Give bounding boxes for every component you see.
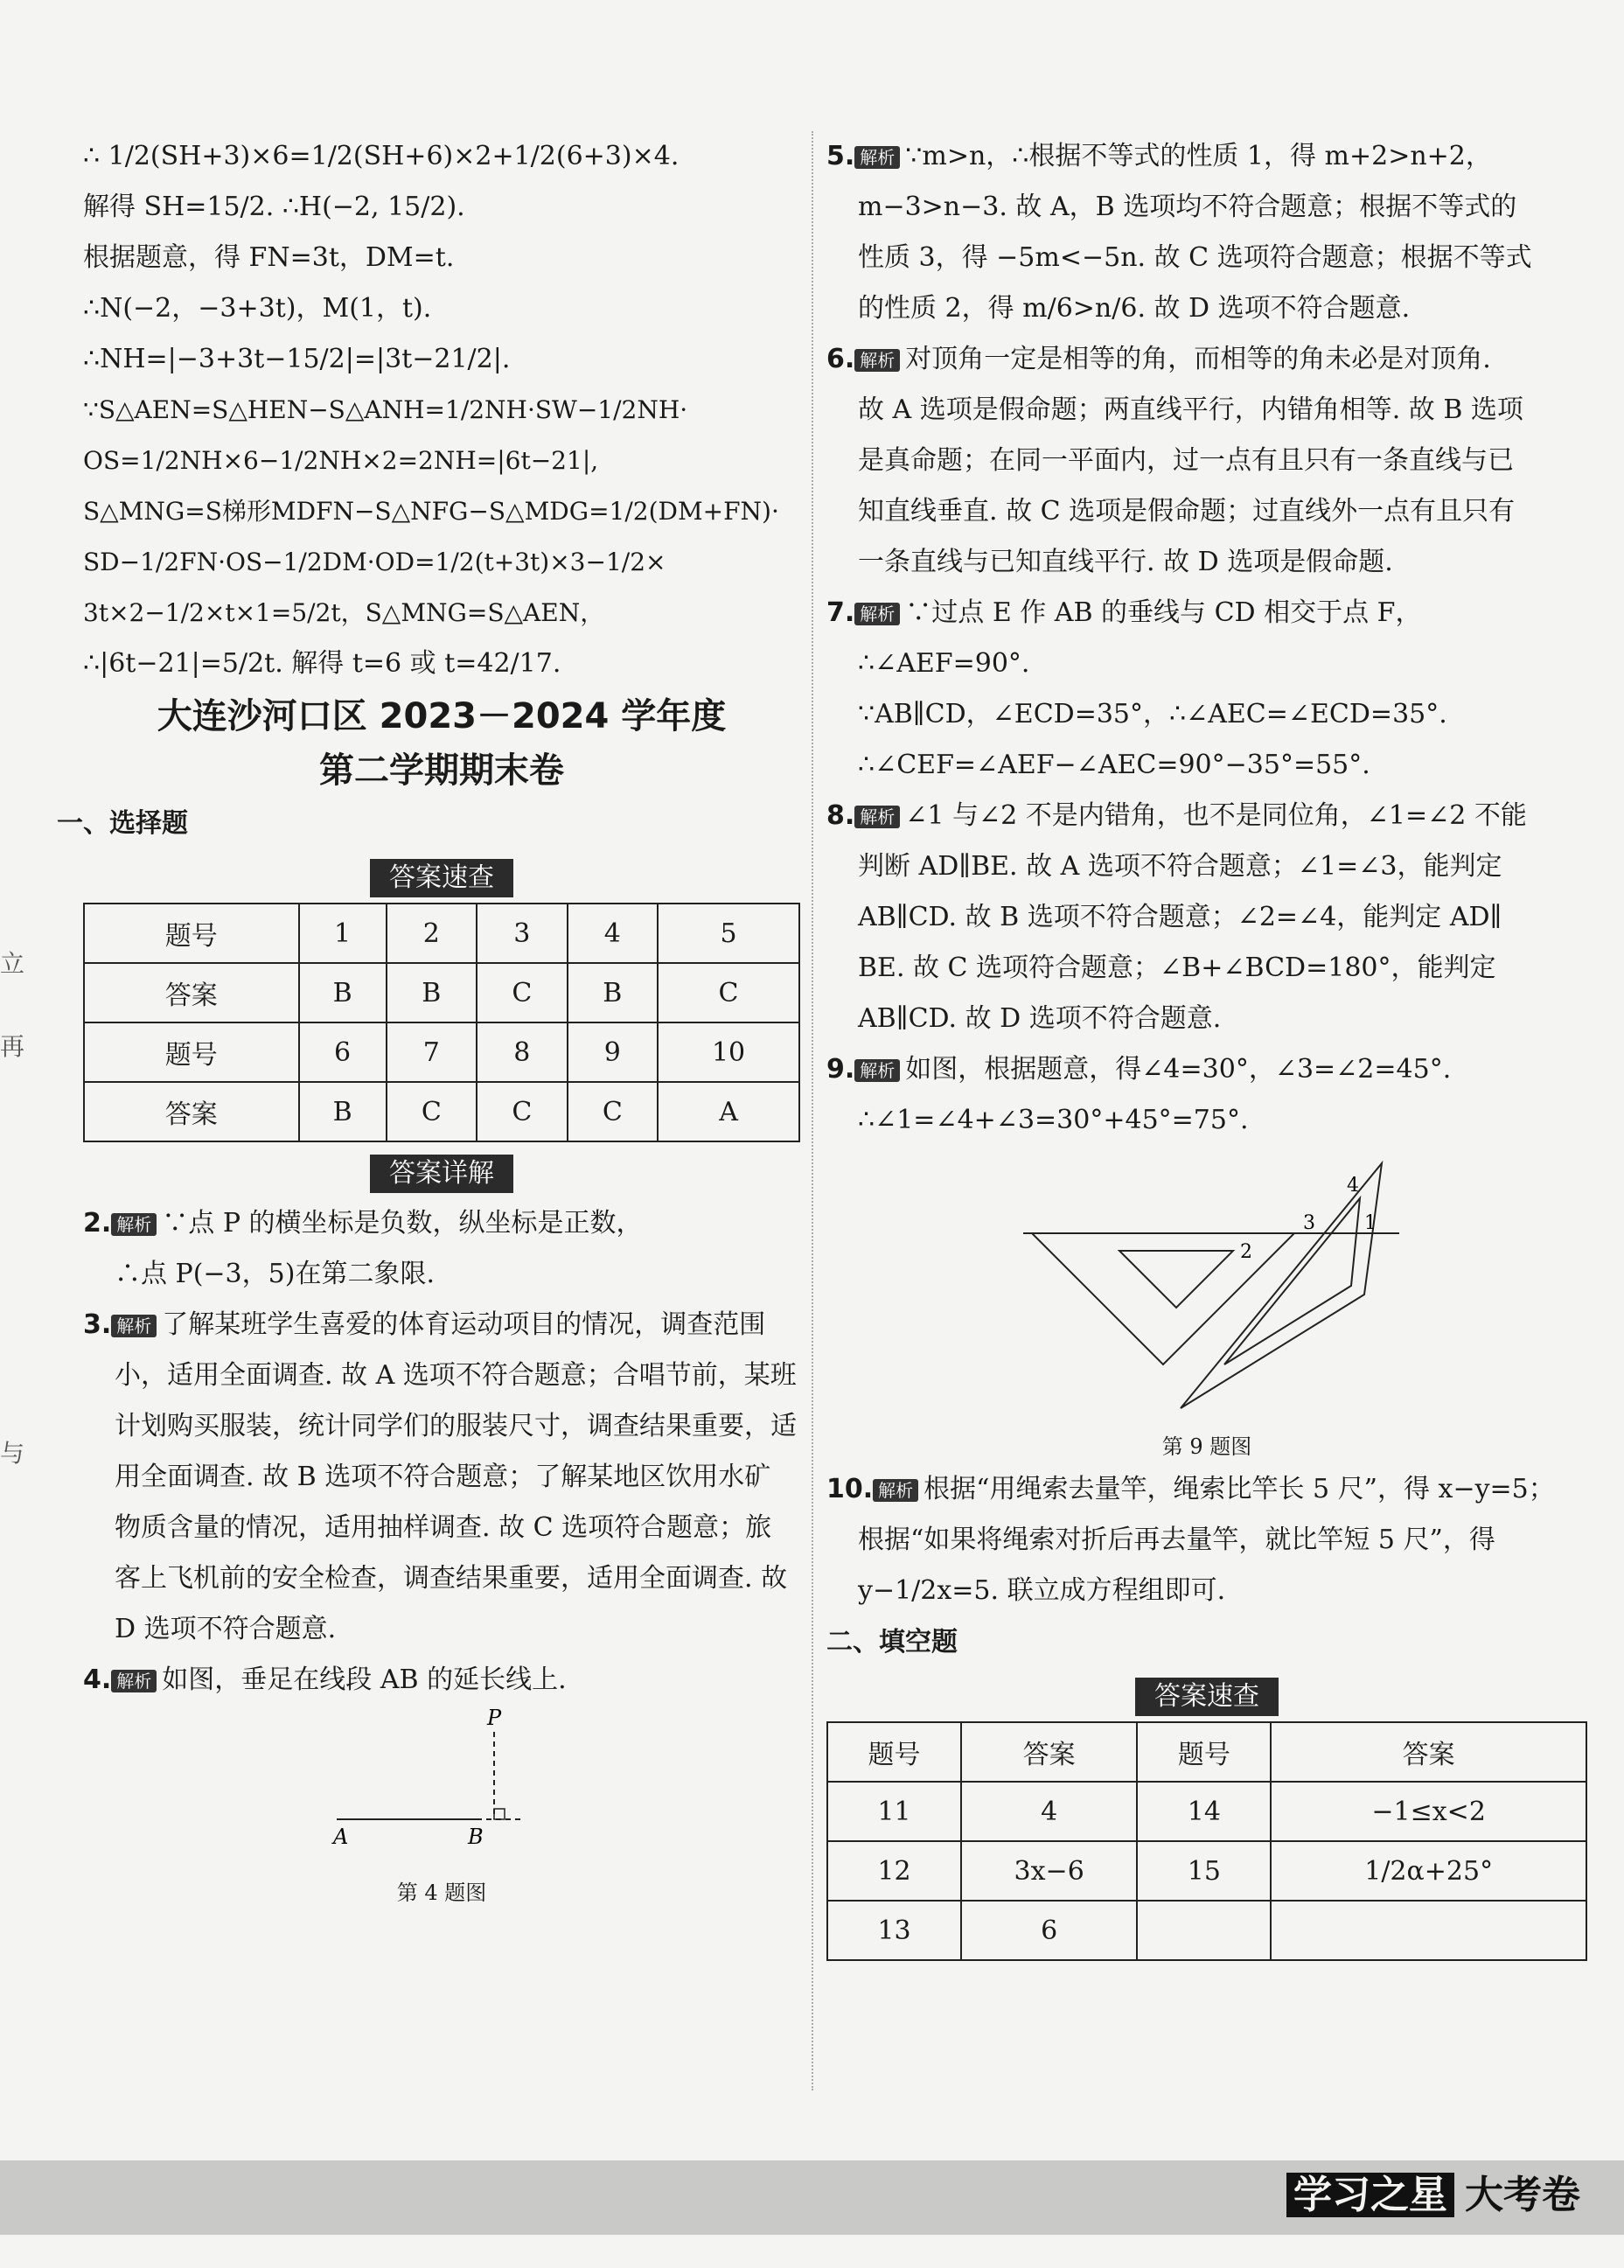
analysis-tag: 解析 bbox=[854, 146, 900, 169]
analysis-tag: 解析 bbox=[854, 806, 900, 828]
question-number: 5. bbox=[826, 141, 855, 171]
table-row bbox=[827, 1901, 1586, 1960]
answer-table-choice bbox=[83, 903, 800, 1142]
question-number: 2. bbox=[83, 1208, 112, 1239]
column-divider bbox=[812, 131, 813, 2090]
table-row bbox=[84, 963, 799, 1022]
triangle-ruler-45-inner bbox=[1119, 1251, 1233, 1308]
table-cell: 题号 bbox=[84, 1022, 299, 1082]
question-number: 7. bbox=[826, 597, 855, 628]
answer-table-fill bbox=[826, 1721, 1587, 1961]
table-cell: 4 bbox=[961, 1782, 1137, 1841]
answer-text: ∵过点 E 作 AB 的垂线与 CD 相交于点 F， bbox=[905, 597, 1422, 628]
table-row bbox=[84, 1082, 799, 1141]
table-cell: B bbox=[387, 963, 477, 1022]
answer-text: 一条直线与已知直线平行. 故 D 选项是假命题. bbox=[858, 547, 1393, 577]
table-cell: 4 bbox=[568, 904, 659, 963]
answer-text: 性质 3，得 −5m<−5n. 故 C 选项符合题意；根据不等式 bbox=[858, 242, 1532, 273]
figure-9 bbox=[826, 1146, 1587, 1464]
table-cell: C bbox=[387, 1082, 477, 1141]
question-9 bbox=[826, 1044, 1587, 1095]
solution-line: ∴|6t−21|=5/2t. 解得 t=6 或 t=42/17. bbox=[83, 648, 561, 679]
angle-label-1: 1 bbox=[1364, 1212, 1377, 1234]
table-cell: B bbox=[568, 963, 659, 1022]
table-cell: 答案 bbox=[1271, 1722, 1586, 1782]
answer-text: 小，适用全面调查. 故 A 选项不符合题意；合唱节前，某班 bbox=[115, 1360, 797, 1391]
edge-char: 立 bbox=[0, 949, 25, 978]
analysis-tag: 解析 bbox=[111, 1670, 157, 1692]
answer-text: 判断 AD∥BE. 故 A 选项不符合题意；∠1=∠3，能判定 bbox=[858, 851, 1502, 882]
solution-line: 根据题意，得 FN=3t，DM=t. bbox=[83, 242, 455, 273]
table-cell: 13 bbox=[827, 1901, 961, 1960]
table-row bbox=[827, 1722, 1586, 1782]
answer-text: ∵AB∥CD，∠ECD=35°，∴∠AEC=∠ECD=35°. bbox=[858, 699, 1447, 729]
figure-9-diagram bbox=[1014, 1146, 1399, 1426]
question-6 bbox=[826, 334, 1587, 385]
table-cell: 1/2α+25° bbox=[1271, 1841, 1586, 1901]
figure-caption: 第 9 题图 bbox=[1161, 1434, 1252, 1459]
answer-text: 对顶角一定是相等的角，而相等的角未必是对顶角. bbox=[905, 344, 1491, 374]
solution-line: ∴ 1/2(SH+3)×6=1/2(SH+6)×2+1/2(6+3)×4. bbox=[83, 141, 680, 171]
label-a: A bbox=[333, 1825, 349, 1849]
table-cell: 15 bbox=[1137, 1841, 1271, 1901]
question-3 bbox=[83, 1300, 800, 1350]
angle-label-2: 2 bbox=[1240, 1241, 1252, 1263]
solution-line: ∵S△AEN=S△HEN−S△ANH=1/2NH·SW−1/2NH· bbox=[83, 395, 688, 424]
table-cell: C bbox=[477, 963, 568, 1022]
solution-line: ∴N(−2，−3+3t)，M(1，t). bbox=[83, 293, 432, 324]
question-8 bbox=[826, 791, 1587, 841]
answer-text: 客上飞机前的安全检查，调查结果重要，适用全面调查. 故 bbox=[115, 1563, 788, 1594]
analysis-tag: 解析 bbox=[111, 1315, 157, 1337]
label-b: B bbox=[468, 1825, 484, 1849]
left-column bbox=[57, 131, 800, 1910]
answer-text: 根据“如果将绳索对折后再去量竿，就比竿短 5 尺”，得 bbox=[858, 1525, 1495, 1555]
figure-4 bbox=[83, 1706, 800, 1910]
question-number: 4. bbox=[83, 1664, 112, 1695]
answer-text: 是真命题；在同一平面内，过一点有且只有一条直线与已 bbox=[858, 445, 1514, 476]
solution-line: OS=1/2NH×6−1/2NH×2=2NH=|6t−21|, bbox=[83, 446, 599, 475]
table-cell: 6 bbox=[961, 1901, 1137, 1960]
table-cell: C bbox=[477, 1082, 568, 1141]
logo-text: 大考卷 bbox=[1465, 2173, 1580, 2217]
answer-text: 根据“用绳索去量竿，绳索比竿长 5 尺”，得 x−y=5； bbox=[924, 1474, 1555, 1504]
table-row bbox=[84, 1022, 799, 1082]
answer-text: ∴∠1=∠4+∠3=30°+45°=75°. bbox=[858, 1105, 1249, 1135]
exam-title: 大连沙河口区 2023－2024 学年度 bbox=[157, 696, 727, 736]
right-column bbox=[826, 131, 1587, 1961]
table-cell: 答案 bbox=[84, 963, 299, 1022]
analysis-tag: 解析 bbox=[873, 1479, 918, 1502]
table-cell: 答案 bbox=[961, 1722, 1137, 1782]
solution-line: ∴NH=|−3+3t−15/2|=|3t−21/2|. bbox=[83, 344, 511, 374]
question-number: 9. bbox=[826, 1054, 855, 1085]
answer-text: ∠1 与∠2 不是内错角，也不是同位角，∠1=∠2 不能 bbox=[905, 800, 1527, 831]
answer-text: 物质含量的情况，适用抽样调查. 故 C 选项符合题意；旅 bbox=[115, 1512, 772, 1543]
quick-answer-banner: 答案速查 bbox=[370, 859, 513, 897]
figure-4-diagram bbox=[302, 1706, 582, 1872]
table-cell: 14 bbox=[1137, 1782, 1271, 1841]
brand-logo bbox=[1286, 2167, 1580, 2223]
section-heading: 一、选择题 bbox=[57, 808, 188, 839]
analysis-tag: 解析 bbox=[854, 349, 900, 372]
table-cell: 10 bbox=[658, 1022, 799, 1082]
table-cell: 8 bbox=[477, 1022, 568, 1082]
table-cell: 1 bbox=[299, 904, 387, 963]
answer-text: ∴∠AEF=90°. bbox=[858, 648, 1030, 679]
table-cell: A bbox=[658, 1082, 799, 1141]
edge-char: 与 bbox=[0, 1439, 25, 1468]
analysis-tag: 解析 bbox=[854, 1059, 900, 1082]
table-cell: 3x−6 bbox=[961, 1841, 1137, 1901]
logo-mark: 学习之星 bbox=[1286, 2173, 1454, 2217]
table-cell: 答案 bbox=[84, 1082, 299, 1141]
solution-line: 解得 SH=15/2. ∴H(−2, 15/2). bbox=[83, 192, 465, 222]
table-cell: 6 bbox=[299, 1022, 387, 1082]
question-4 bbox=[83, 1655, 800, 1706]
question-number: 10. bbox=[826, 1474, 874, 1504]
answer-text: 了解某班学生喜爱的体育运动项目的情况，调查范围 bbox=[162, 1309, 766, 1340]
analysis-tag: 解析 bbox=[854, 603, 900, 625]
analysis-tag: 解析 bbox=[111, 1213, 157, 1236]
question-number: 3. bbox=[83, 1309, 112, 1340]
answer-text: m−3>n−3. 故 A，B 选项均不符合题意；根据不等式的 bbox=[858, 192, 1517, 222]
table-cell bbox=[1271, 1901, 1586, 1960]
question-number: 6. bbox=[826, 344, 855, 374]
table-cell: B bbox=[299, 1082, 387, 1141]
table-cell: 7 bbox=[387, 1022, 477, 1082]
section-heading: 二、填空题 bbox=[826, 1627, 958, 1657]
table-cell: 5 bbox=[658, 904, 799, 963]
answer-text: ∴∠CEF=∠AEF−∠AEC=90°−35°=55°. bbox=[858, 750, 1370, 780]
table-cell: B bbox=[299, 963, 387, 1022]
question-2 bbox=[83, 1198, 800, 1249]
table-cell: 题号 bbox=[827, 1722, 961, 1782]
question-7 bbox=[826, 588, 1587, 639]
angle-label-3: 3 bbox=[1303, 1212, 1315, 1234]
table-cell: C bbox=[568, 1082, 659, 1141]
answer-text: 知直线垂直. 故 C 选项是假命题；过直线外一点有且只有 bbox=[858, 496, 1516, 527]
table-cell: 题号 bbox=[84, 904, 299, 963]
table-cell: −1≤x<2 bbox=[1271, 1782, 1586, 1841]
answer-text: D 选项不符合题意. bbox=[115, 1614, 337, 1644]
table-cell: 12 bbox=[827, 1841, 961, 1901]
solution-line: SD−1/2FN·OS−1/2DM·OD=1/2(t+3t)×3−1/2× bbox=[83, 548, 666, 576]
question-5 bbox=[826, 131, 1587, 182]
right-angle-mark bbox=[494, 1809, 505, 1819]
solution-line: S△MNG=S梯形MDFN−S△NFG−S△MDG=1/2(DM+FN)· bbox=[83, 497, 779, 526]
table-cell: 题号 bbox=[1137, 1722, 1271, 1782]
question-number: 8. bbox=[826, 800, 855, 831]
table-row bbox=[84, 904, 799, 963]
quick-answer-banner: 答案速查 bbox=[1135, 1678, 1279, 1716]
detail-answer-banner: 答案详解 bbox=[370, 1155, 513, 1193]
answer-text: ∴点 P(−3，5)在第二象限. bbox=[115, 1259, 435, 1289]
table-cell: 11 bbox=[827, 1782, 961, 1841]
angle-label-4: 4 bbox=[1347, 1175, 1359, 1197]
table-row bbox=[827, 1841, 1586, 1901]
answer-text: ∵m>n，∴根据不等式的性质 1，得 m+2>n+2， bbox=[905, 141, 1492, 171]
answer-text: 计划购买服装，统计同学们的服装尺寸，调查结果重要，适 bbox=[115, 1411, 797, 1441]
table-cell: C bbox=[658, 963, 799, 1022]
answer-text: AB∥CD. 故 D 选项不符合题意. bbox=[858, 1003, 1222, 1034]
answer-text: 的性质 2，得 m/6>n/6. 故 D 选项不符合题意. bbox=[858, 293, 1411, 324]
solution-line: 3t×2−1/2×t×1=5/2t，S△MNG=S△AEN， bbox=[83, 598, 605, 627]
answer-text: BE. 故 C 选项符合题意；∠B+∠BCD=180°，能判定 bbox=[858, 953, 1496, 983]
table-row bbox=[827, 1782, 1586, 1841]
figure-caption: 第 4 题图 bbox=[396, 1881, 487, 1905]
answer-text: 如图，垂足在线段 AB 的延长线上. bbox=[162, 1664, 567, 1695]
answer-text: y−1/2x=5. 联立成方程组即可. bbox=[858, 1575, 1226, 1606]
question-10 bbox=[826, 1464, 1587, 1515]
table-cell: 2 bbox=[387, 904, 477, 963]
table-cell bbox=[1137, 1901, 1271, 1960]
answer-text: 如图，根据题意，得∠4=30°，∠3=∠2=45°. bbox=[905, 1054, 1452, 1085]
answer-text: 用全面调查. 故 B 选项不符合题意；了解某地区饮用水矿 bbox=[115, 1462, 771, 1492]
table-cell: 3 bbox=[477, 904, 568, 963]
label-p: P bbox=[487, 1706, 502, 1730]
edge-char: 再 bbox=[0, 1032, 25, 1061]
answer-text: AB∥CD. 故 B 选项不符合题意；∠2=∠4，能判定 AD∥ bbox=[858, 902, 1502, 932]
answer-text: 故 A 选项是假命题；两直线平行，内错角相等. 故 B 选项 bbox=[858, 394, 1523, 425]
exam-subtitle: 第二学期期末卷 bbox=[319, 750, 564, 791]
answer-text: ∵点 P 的横坐标是负数，纵坐标是正数， bbox=[162, 1208, 643, 1239]
table-cell: 9 bbox=[568, 1022, 659, 1082]
